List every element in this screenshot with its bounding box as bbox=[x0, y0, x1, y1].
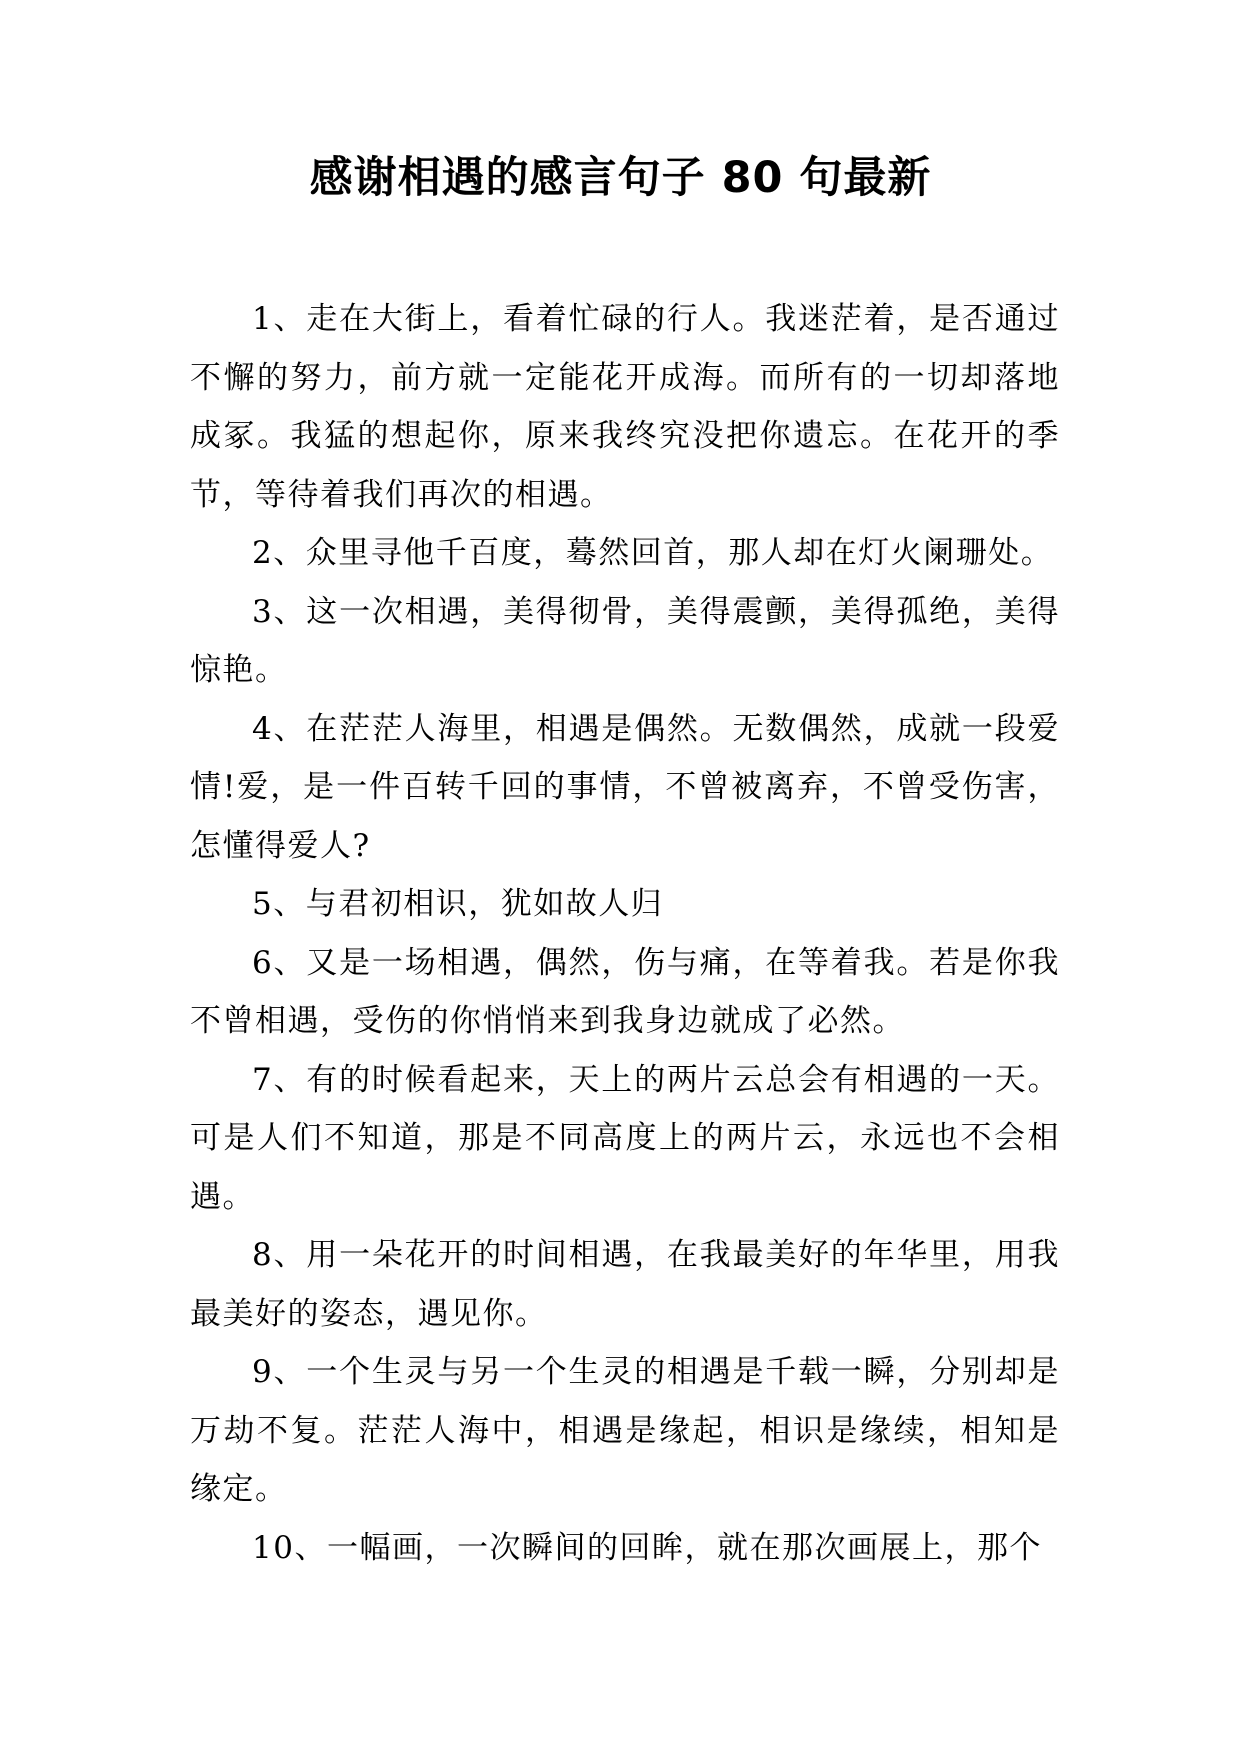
document-title: 感谢相遇的感言句子 80 句最新 bbox=[309, 153, 932, 203]
paragraph-6: 6、又是一场相遇，偶然，伤与痛，在等着我。若是你我不曾相遇，受伤的你悄悄来到我身边就成了必然。 bbox=[190, 944, 1060, 1039]
paragraph-8: 8、用一朵花开的时间相遇，在我最美好的年华里，用我最美好的姿态，遇见你。 bbox=[190, 1237, 1060, 1332]
paragraph-7: 7、有的时候看起来，天上的两片云总会有相遇的一天。可是人们不知道，那是不同高度上的两片云，永远也不会相遇。 bbox=[190, 1061, 1060, 1215]
paragraph-5: 5、与君初相识，犹如故人归 bbox=[252, 886, 664, 922]
paragraph-9: 9、一个生灵与另一个生灵的相遇是千载一瞬，分别却是万劫不复。茫茫人海中，相遇是缘起，相识是缘续，相知是缘定。 bbox=[190, 1354, 1060, 1507]
paragraph-4: 4、在茫茫人海里，相遇是偶然。无数偶然，成就一段爱情!爱，是一件百转千回的事情，不曾被离弃，不曾受伤害，怎懂得爱人? bbox=[190, 710, 1060, 864]
paragraph-3: 3、这一次相遇，美得彻骨，美得震颤，美得孤绝，美得惊艳。 bbox=[190, 593, 1060, 688]
paragraph-2: 2、众里寻他千百度，蓦然回首，那人却在灯火阑珊处。 bbox=[252, 535, 1054, 571]
paragraph-1: 1、走在大街上，看着忙碌的行人。我迷茫着，是否通过不懈的努力，前方就一定能花开成海。而所有的一切却落地成冢。我猛的想起你，原来我终究没把你遗忘。在花开的季节，等待着我们再次的相遇。 bbox=[190, 301, 1060, 513]
document-body bbox=[190, 290, 1060, 1577]
paragraph-10: 10、一幅画，一次瞬间的回眸，就在那次画展上，那个 bbox=[252, 1529, 1042, 1566]
